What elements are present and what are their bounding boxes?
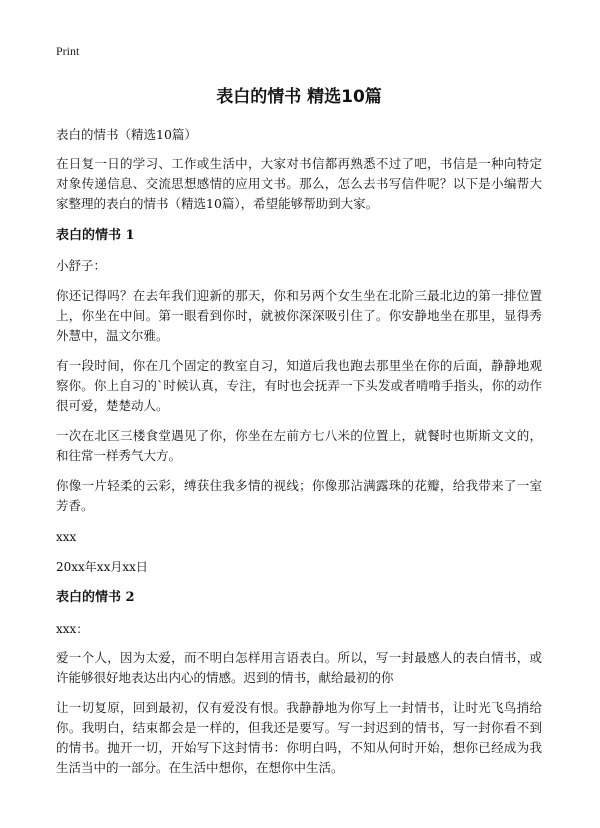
letter-greeting: xxx： xyxy=(56,622,89,636)
letter-signature: xxx xyxy=(56,530,77,544)
letter-greeting: 小舒子： xyxy=(56,258,107,273)
letter-paragraph: 有一段时间，你在几个固定的教室自习，知道后我也跑去那里坐在你的后面，静静地观察你。你上自习的`时候认真，专注，有时也会抚弄一下头发或者啃啃手指头，你的动作很可爱，楚楚动人。 xyxy=(56,358,542,413)
page-title: 表白的情书 精选10篇 xyxy=(216,87,382,107)
letter-paragraph: 让一切复原，回到最初，仅有爱没有恨。我静静地为你写上一封情书，让时光飞鸟捎给你。我明白，结束都会是一样的，但我还是要写。写一封迟到的情书，写一封你看不到的情书。抛开一切，开始写下这封情书：你明白吗，不知从何时开始，想你已经成为我生活当中的一部分。在生活中想你，在想你中生活。 xyxy=(56,700,542,775)
letter-paragraph: 一次在北区三楼食堂遇见了你，你坐在左前方七八米的位置上，就餐时也斯斯文文的，和往常一样秀气大方。 xyxy=(56,428,542,463)
letter-paragraph: 爱一个人，因为太爱，而不明白怎样用言语表白。所以，写一封最感人的表白情书，或许能够很好地表达出内心的情感。迟到的情书，献给最初的你 xyxy=(56,650,542,685)
letter-paragraph: 你像一片轻柔的云彩，缚获住我多情的视线；你像那沾满露珠的花瓣，给我带来了一室芳香。 xyxy=(56,478,542,513)
letter-section-2 xyxy=(56,588,542,778)
print-label: Print xyxy=(56,44,80,58)
letter-paragraph: 你还记得吗？在去年我们迎新的那天，你和另两个女生坐在北阶三最北边的第一排位置上，你坐在中间。第一眼看到你时，就被你深深吸引住了。你安静地坐在那里，显得秀外慧中，温文尔雅。 xyxy=(56,288,542,343)
intro-paragraph: 在日复一日的学习、工作或生活中，大家对书信都再熟悉不过了吧，书信是一种向特定对象传递信息、交流思想感情的应用文书。那么，怎么去书写信件呢？以下是小编帮大家整理的表白的情书（精选10篇），希望能够帮助到大家。 xyxy=(56,156,542,211)
letter-section-1 xyxy=(56,226,542,576)
letter-date: 20xx年xx月xx日 xyxy=(56,560,148,574)
section-heading: 表白的情书 2 xyxy=(56,590,135,605)
document-subtitle: 表白的情书（精选10篇） xyxy=(56,127,197,142)
section-heading: 表白的情书 1 xyxy=(56,228,135,243)
